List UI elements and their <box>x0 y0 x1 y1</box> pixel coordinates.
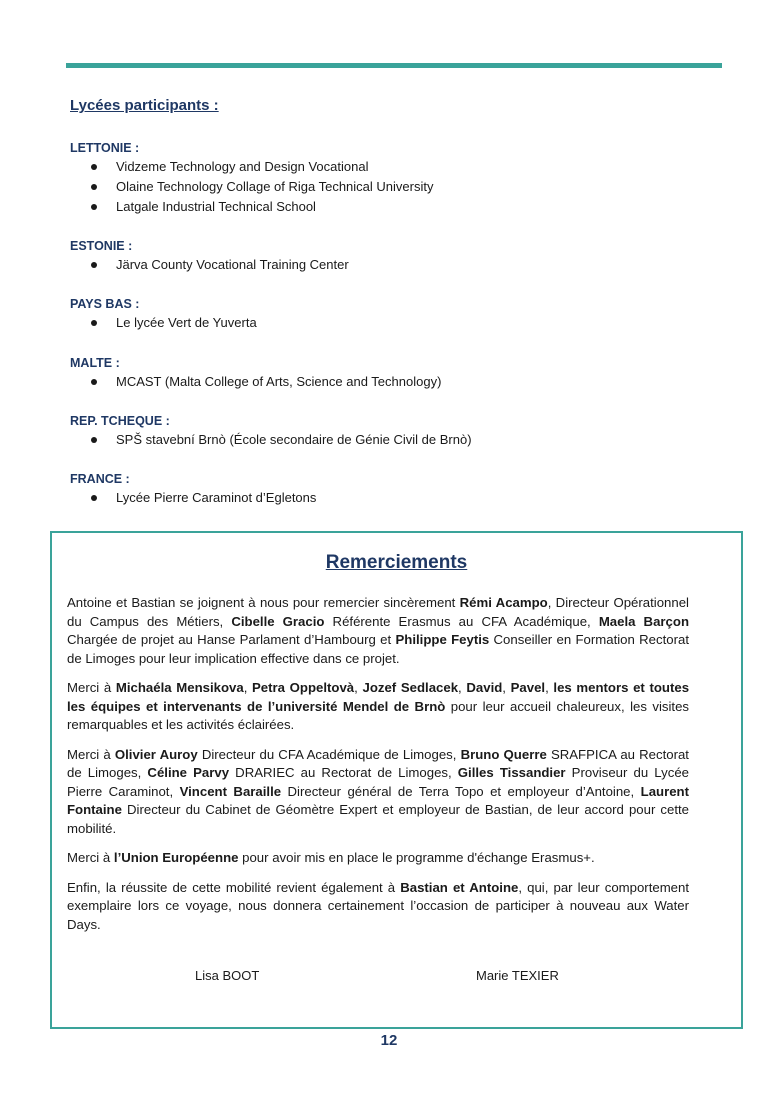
bold-name: Philippe Feytis <box>395 632 490 647</box>
bold-name: Michaéla Mensikova <box>115 680 244 695</box>
bullet-icon <box>91 262 97 268</box>
bold-name: David <box>466 680 503 695</box>
paragraph-text: Proviseur du Lycée Pierre Caraminot, <box>67 765 689 799</box>
paragraph-text: Merci à <box>67 680 116 695</box>
paragraph-text: , <box>354 680 363 695</box>
bold-name: l’Union Européenne <box>113 850 239 865</box>
paragraph-text: , <box>502 680 511 695</box>
school-list <box>70 488 710 508</box>
paragraph-text: Merci à <box>67 850 114 865</box>
bold-name: Céline Parvy <box>147 765 230 780</box>
bullet-icon <box>91 495 97 501</box>
list-item <box>70 177 710 197</box>
top-divider <box>66 63 722 68</box>
paragraph-text: Merci à <box>67 746 115 762</box>
thanks-paragraph <box>67 679 689 735</box>
bold-name: Rémi Acampo <box>459 595 548 610</box>
thanks-title: Remerciements <box>325 552 468 573</box>
school-list <box>70 372 710 392</box>
school-list <box>70 157 710 217</box>
paragraph-text: Antoine et Bastian se joignent à nous pour remercier sincèrement <box>67 595 460 610</box>
thanks-paragraph <box>67 879 689 935</box>
thanks-paragraph <box>67 746 689 839</box>
thanks-paragraph <box>67 594 689 668</box>
school-name: Le lycée Vert de Yuverta <box>116 315 257 331</box>
signature-left: Lisa BOOT <box>195 968 260 983</box>
bold-name: Bruno Querre <box>460 746 547 762</box>
school-list <box>70 255 710 275</box>
country-block <box>70 470 710 528</box>
paragraph-text: , qui, par leur comportement exemplaire lors ce voyage, nous donnera certainement l’occasion de participer à nouveau aux Water Days. <box>67 879 690 932</box>
signature-right: Marie TEXIER <box>476 968 559 983</box>
list-item <box>70 313 710 333</box>
country-list <box>70 139 710 528</box>
bullet-icon <box>91 379 97 385</box>
bullet-icon <box>91 437 97 443</box>
school-name: Järva County Vocational Training Center <box>116 257 349 273</box>
bold-name: Olivier Auroy <box>114 746 198 762</box>
country-block <box>70 237 710 295</box>
country-name: MALTE : <box>70 355 120 370</box>
paragraph-text: Directeur du Cabinet de Géomètre Expert et employeur de Bastian, de leur accord pour cette mobilité. <box>67 802 689 836</box>
bold-name: Cibelle Gracio <box>231 613 325 629</box>
bold-name: les mentors et toutes les équipes et intervenants de l’université Mendel de Brnò <box>67 680 690 714</box>
school-name: Olaine Technology Collage of Riga Technical University <box>116 179 434 194</box>
bold-name: Gilles Tissandier <box>457 765 566 780</box>
country-name: LETTONIE : <box>70 141 140 155</box>
paragraph-text: Conseiller en Formation Rectorat de Limoges pour leur implication effective dans ce projet. <box>67 632 689 666</box>
country-block <box>70 295 710 353</box>
section-title: Lycées participants : <box>70 97 219 114</box>
thanks-body <box>67 594 689 945</box>
bullet-icon <box>91 204 97 210</box>
country-name: FRANCE : <box>70 471 130 486</box>
bullet-icon <box>91 320 97 326</box>
school-name: MCAST (Malta College of Arts, Science and Technology) <box>116 373 442 389</box>
paragraph-text: SRAFPICA au Rectorat de Limoges, <box>67 746 689 780</box>
bold-name: Bastian et Antoine <box>400 879 519 895</box>
paragraph-text: Directeur du CFA Académique de Limoges, <box>197 746 461 762</box>
thanks-paragraph <box>67 849 689 868</box>
bold-name: Pavel <box>510 680 546 695</box>
list-item <box>70 372 710 392</box>
school-name: Vidzeme Technology and Design Vocational <box>116 159 369 174</box>
bullet-icon <box>91 184 97 190</box>
school-list <box>70 430 710 450</box>
paragraph-text: pour leur accueil chaleureux, les visites remarquables et les activités éclairées. <box>67 698 689 732</box>
paragraph-text: pour avoir mis en place le programme d'échange Erasmus+. <box>238 850 595 865</box>
paragraph-text: Référente Erasmus au CFA Académique, <box>324 613 599 629</box>
list-item <box>70 255 710 275</box>
list-item <box>70 430 710 450</box>
country-name: REP. TCHEQUE : <box>70 413 170 428</box>
country-name: PAYS BAS : <box>70 297 140 312</box>
paragraph-text: , <box>458 680 467 695</box>
list-item <box>70 488 710 508</box>
country-block <box>70 139 710 214</box>
paragraph-text: Directeur général de Terra Topo et employeur d’Antoine, <box>281 783 641 799</box>
bold-name: Vincent Baraille <box>179 783 282 799</box>
thanks-box <box>50 531 743 1029</box>
list-item <box>70 157 710 177</box>
paragraph-text: Chargée de projet au Hanse Parlament d’Hambourg et <box>67 632 396 647</box>
school-name: SPŠ stavební Brnò (École secondaire de Génie Civil de Brnò) <box>116 431 472 447</box>
paragraph-text: Enfin, la réussite de cette mobilité revient également à <box>67 879 401 895</box>
bold-name: Petra Oppeltovà <box>252 680 355 695</box>
school-name: Lycée Pierre Caraminot d’Egletons <box>116 489 317 505</box>
school-name: Latgale Industrial Technical School <box>116 199 316 214</box>
country-block <box>70 354 710 412</box>
bold-name: Jozef Sedlacek <box>362 680 459 695</box>
bold-name: Maela Barçon <box>598 613 689 629</box>
country-name: ESTONIE : <box>70 239 133 254</box>
page-number: 12 <box>380 1032 398 1049</box>
school-list <box>70 313 710 333</box>
paragraph-text: DRARIEC au Rectorat de Limoges, <box>229 765 458 780</box>
country-block <box>70 412 710 470</box>
paragraph-text: , <box>545 680 554 695</box>
bullet-icon <box>91 164 97 170</box>
list-item <box>70 197 710 217</box>
bold-name: Laurent Fontaine <box>67 783 689 817</box>
paragraph-text: , <box>243 680 253 695</box>
paragraph-text: , Directeur Opérationnel du Campus des Métiers, <box>67 595 689 629</box>
